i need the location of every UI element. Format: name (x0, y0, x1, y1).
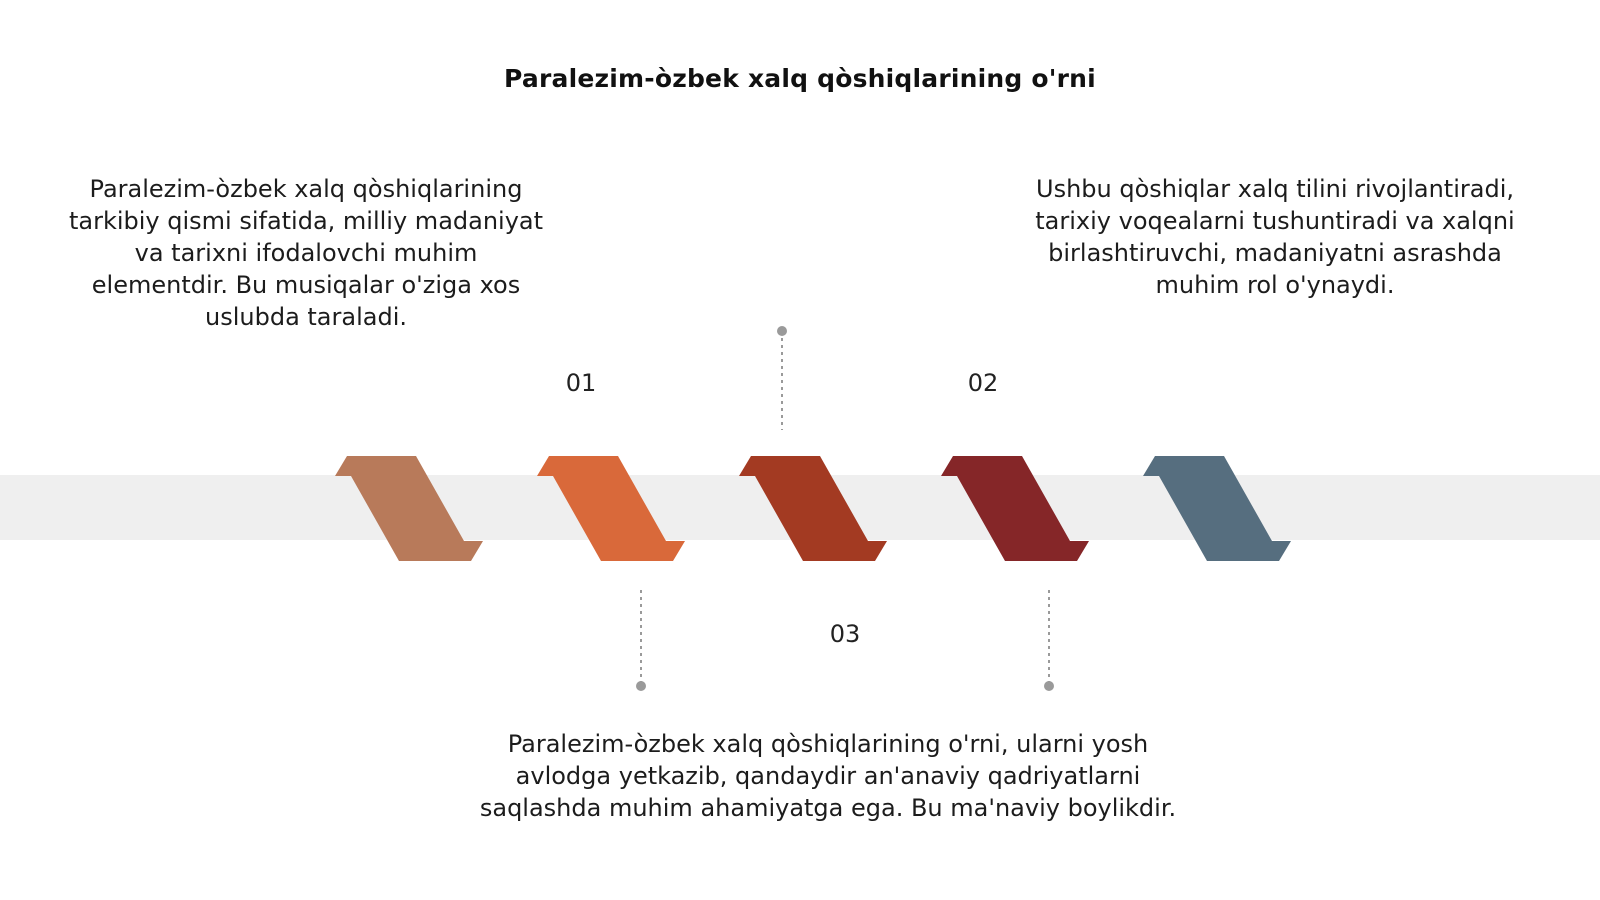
timeline-shape-3 (739, 456, 887, 561)
step-3-description: Paralezim-òzbek xalq qòshiqlarining o'rni, ularni yosh avlodga yetkazib, qandaydir an'anaviy qadriyatlarni saqlashda muhim ahamiyatga ega. Bu ma'naviy boylikdir. (479, 730, 1177, 822)
timeline-shape-2 (537, 456, 685, 561)
step-2-number: 02 (967, 369, 999, 397)
timeline-shape-4 (941, 456, 1089, 561)
connector-dot-bottom-left (636, 681, 646, 691)
step-1-description: Paralezim-òzbek xalq qòshiqlarining tarkibiy qismi sifatida, milliy madaniyat va tarixni ifodalovchi muhim elementdir. Bu musiqalar o'ziga xos uslubda taraladi. (68, 175, 544, 331)
step-3-number: 03 (829, 620, 861, 648)
page-title: Paralezim-òzbek xalq qòshiqlarining o'rni (504, 64, 1096, 93)
step-1-number: 01 (565, 369, 597, 397)
connector-dot-bottom-right (1044, 681, 1054, 691)
timeline-shape-5 (1143, 456, 1291, 561)
timeline-shape-1 (335, 456, 483, 561)
step-2-description: Ushbu qòshiqlar xalq tilini rivojlantiradi, tarixiy voqealarni tushuntiradi va xalqni birlashtiruvchi, madaniyatni asrashda muhim rol o'ynaydi. (1035, 175, 1515, 299)
connector-dot-top (777, 326, 787, 336)
